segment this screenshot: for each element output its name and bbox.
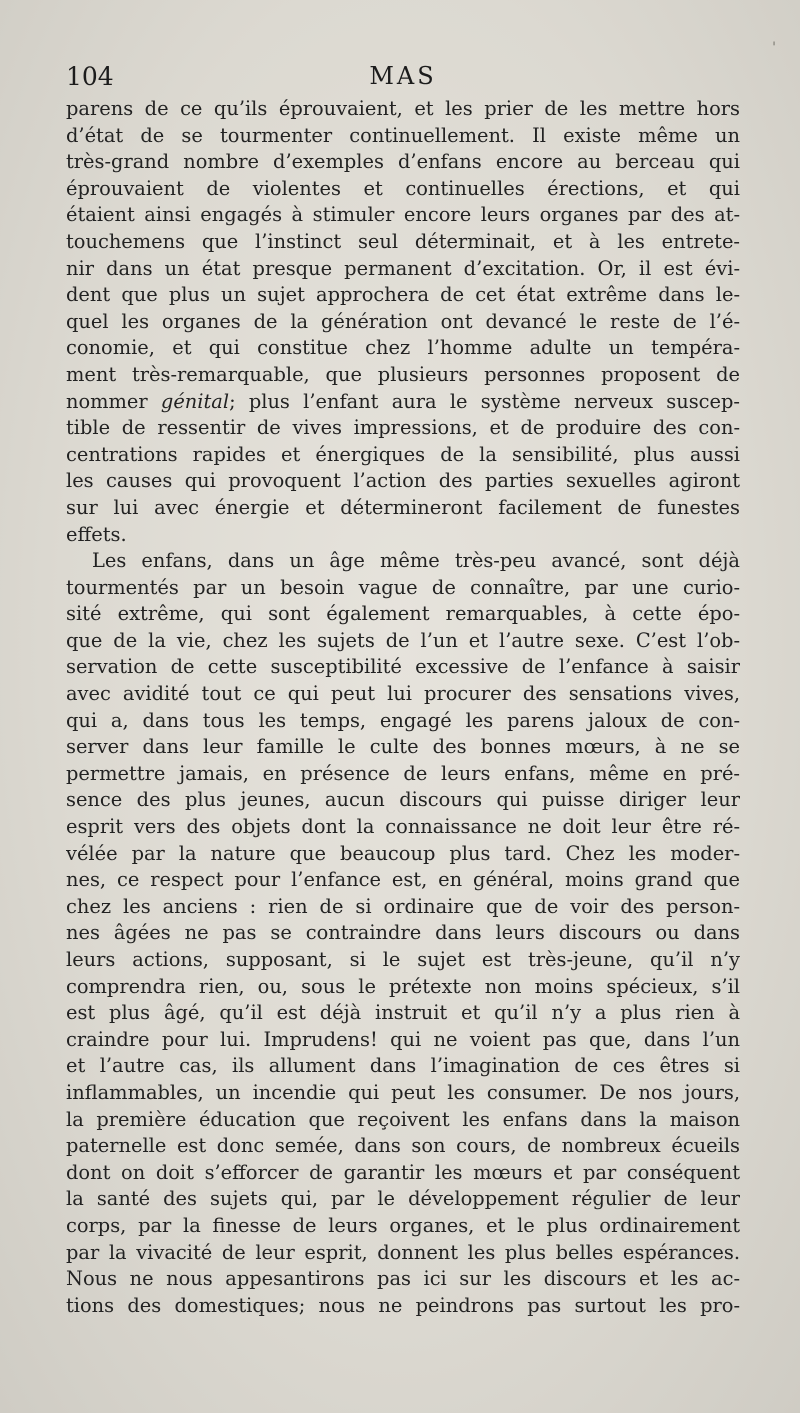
text-line: nes âgées ne pas se contraindre dans leurs discours ou dans <box>66 921 740 945</box>
text-line: tourmentés par un besoin vague de connaître, par une curio- <box>66 575 740 599</box>
text-line: la première éducation que reçoivent les enfans dans la maison <box>66 1107 740 1131</box>
text-line: touchemens que l’instinct seul déterminait, et à les entrete- <box>66 229 740 253</box>
text-line: Nous ne nous appesantirons pas ici sur les discours et les ac- <box>66 1267 740 1291</box>
text-line: est plus âgé, qu’il est déjà instruit et qu’il n’y a plus rien à <box>66 1001 740 1025</box>
text-line: Les enfans, dans un âge même très-peu avancé, sont déjà <box>92 549 740 573</box>
text-line: inflammables, un incendie qui peut les consumer. De nos jours, <box>66 1080 740 1104</box>
text-line: vélée par la nature que beaucoup plus tard. Chez les moder- <box>66 841 740 865</box>
text-line: servation de cette susceptibilité excessive de l’enfance à saisir <box>66 655 740 679</box>
text-line: tible de ressentir de vives impressions, et de produire des con- <box>66 416 740 440</box>
page-header <box>66 62 740 96</box>
text-line: très-grand nombre d’exemples d’enfans encore au berceau qui <box>66 150 740 174</box>
text-line: effets. <box>66 522 127 546</box>
text-line: d’état de se tourmenter continuellement. Il existe même un <box>66 123 740 147</box>
running-head: MAS <box>369 62 437 90</box>
text-line: tions des domestiques; nous ne peindrons pas surtout les pro- <box>66 1293 740 1317</box>
text-line: les causes qui provoquent l’action des parties sexuelles agiront <box>66 469 740 493</box>
text-line: craindre pour lui. Imprudens! qui ne voient pas que, dans l’un <box>66 1027 740 1051</box>
text-line: chez les anciens : rien de si ordinaire que de voir des person- <box>66 894 740 918</box>
text-line: qui a, dans tous les temps, engagé les parens jaloux de con- <box>66 708 740 732</box>
text-line: sence des plus jeunes, aucun discours qui puisse diriger leur <box>66 788 740 812</box>
text-line: conomie, et qui constitue chez l’homme adulte un tempéra- <box>66 336 740 360</box>
text-line: leurs actions, supposant, si le sujet est très-jeune, qu’il n’y <box>66 948 740 971</box>
text-line: centrations rapides et énergiques de la sensibilité, plus aussi <box>66 442 740 466</box>
text-line: paternelle est donc semée, dans son cours, de nombreux écueils <box>66 1134 740 1158</box>
corner-mark: ' <box>772 40 776 56</box>
text-line: quel les organes de la génération ont devancé le reste de l’é- <box>66 309 740 333</box>
text-line: par la vivacité de leur esprit, donnent les plus belles espérances. <box>66 1240 740 1264</box>
page-number: 104 <box>66 62 114 91</box>
text-line: sité extrême, qui sont également remarquables, à cette épo- <box>66 602 740 626</box>
italic-term: génital <box>160 389 230 413</box>
text-line: ment très-remarquable, que plusieurs personnes proposent de <box>66 362 740 386</box>
text-line: esprit vers des objets dont la connaissance ne doit leur être ré- <box>66 815 740 839</box>
text-line: que de la vie, chez les sujets de l’un et l’autre sexe. C’est l’ob- <box>66 628 740 652</box>
text-line: étaient ainsi engagés à stimuler encore leurs organes par des at- <box>66 203 740 227</box>
text-line: nes, ce respect pour l’enfance est, en général, moins grand que <box>66 868 740 892</box>
text-line: dont on doit s’efforcer de garantir les mœurs et par conséquent <box>66 1160 740 1184</box>
text-line: nir dans un état presque permanent d’excitation. Or, il est évi- <box>66 256 740 280</box>
text-line: permettre jamais, en présence de leurs enfans, même en pré- <box>66 761 740 785</box>
text-line: la santé des sujets qui, par le développement régulier de leur <box>66 1187 740 1211</box>
body-text <box>66 96 740 1319</box>
text-line: parens de ce qu’ils éprouvaient, et les prier de les mettre hors <box>66 97 740 120</box>
text-line: nommer génital; plus l’enfant aura le système nerveux suscep- <box>66 389 740 413</box>
text-line: avec avidité tout ce qui peut lui procurer des sensations vives, <box>66 682 740 706</box>
text-line: et l’autre cas, ils allument dans l’imagination de ces êtres si <box>66 1054 740 1078</box>
text-line: sur lui avec énergie et détermineront facilement de funestes <box>66 495 740 519</box>
text-line: server dans leur famille le culte des bonnes mœurs, à ne se <box>66 735 740 759</box>
text-line: dent que plus un sujet approchera de cet état extrême dans le- <box>66 283 740 307</box>
text-line: corps, par la finesse de leurs organes, et le plus ordinairement <box>66 1213 740 1237</box>
text-line: éprouvaient de violentes et continuelles érections, et qui <box>66 176 740 200</box>
text-line: comprendra rien, ou, sous le prétexte non moins spécieux, s’il <box>66 974 740 998</box>
